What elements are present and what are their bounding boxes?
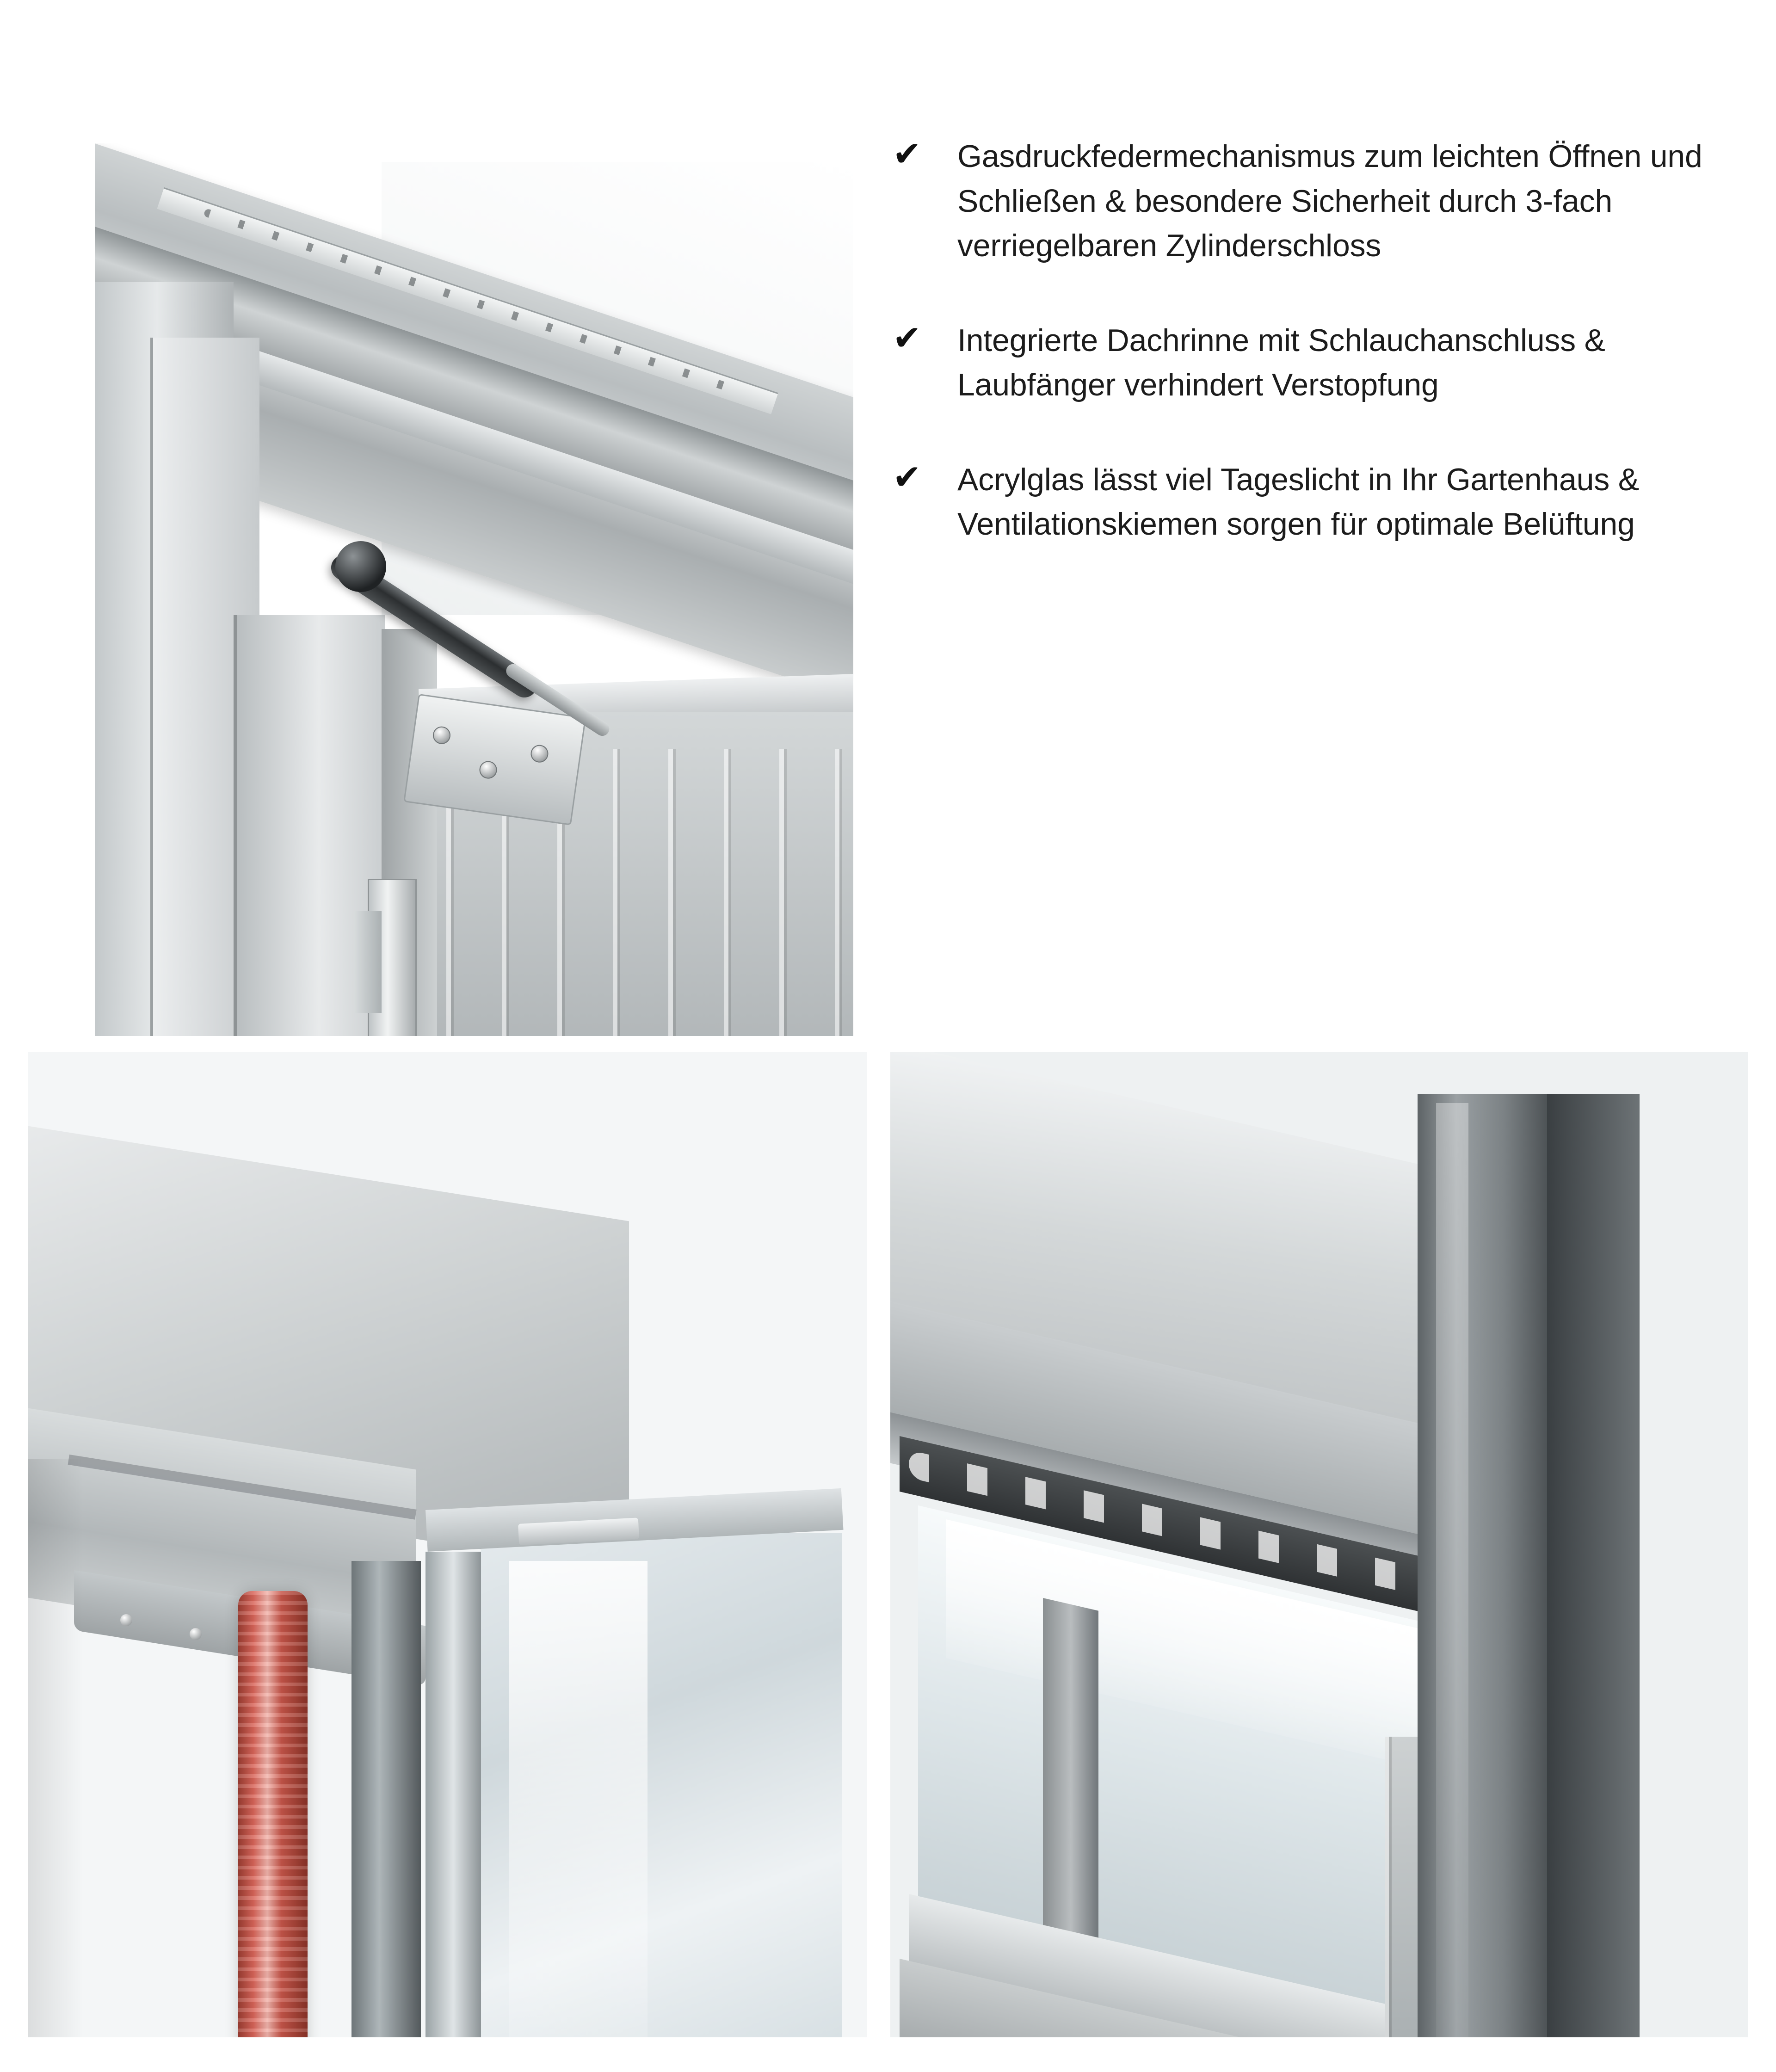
feature-item-gasdruckfeder — [893, 134, 1720, 268]
left-shadow — [28, 1459, 83, 2037]
photo-gas-spring-hinge — [95, 143, 853, 1036]
pillar-shadow-edge — [1547, 1094, 1640, 2037]
photo-gutter-hose — [28, 1052, 867, 2037]
interior-post — [1043, 1598, 1098, 1962]
hinge-photo-art — [95, 143, 853, 1036]
checkmark-icon: ✔ — [893, 134, 922, 174]
screw-icon — [120, 1614, 132, 1626]
feature-item-dachrinne — [893, 318, 1720, 407]
checkmark-icon: ✔ — [893, 457, 922, 497]
gutter-photo-art — [28, 1052, 867, 2037]
screw-icon — [190, 1628, 202, 1640]
window-frame — [426, 1552, 481, 2037]
photo-acrylic-window-vents — [890, 1052, 1748, 2037]
ball-joint — [335, 541, 386, 592]
screw-icon — [432, 725, 452, 745]
screw-icon — [530, 744, 549, 764]
mounting-bracket — [403, 694, 586, 826]
feature-item-acrylglas — [893, 457, 1720, 547]
corner-post — [352, 1561, 421, 2037]
glass-highlight — [509, 1561, 648, 2037]
feature-text: Acrylglas lässt viel Tageslicht in Ihr Gartenhaus & Ventilationskiemen sorgen für optimale Belüftung — [957, 462, 1639, 542]
window-photo-art — [890, 1052, 1748, 2037]
feature-list — [893, 134, 1720, 547]
checkmark-icon: ✔ — [893, 318, 922, 358]
hose-texture — [238, 1591, 308, 2037]
hinge-leaf — [354, 911, 382, 1013]
feature-text: Gasdruckfedermechanismus zum leichten Öffnen und Schließen & besondere Sicherheit durch 3-fach verriegelbaren Zylinderschloss — [957, 139, 1702, 264]
screw-icon — [478, 760, 498, 780]
feature-text: Integrierte Dachrinne mit Schlauchanschluss & Laubfänger verhindert Verstopfung — [957, 322, 1605, 403]
pillar-highlight — [1436, 1103, 1468, 2037]
